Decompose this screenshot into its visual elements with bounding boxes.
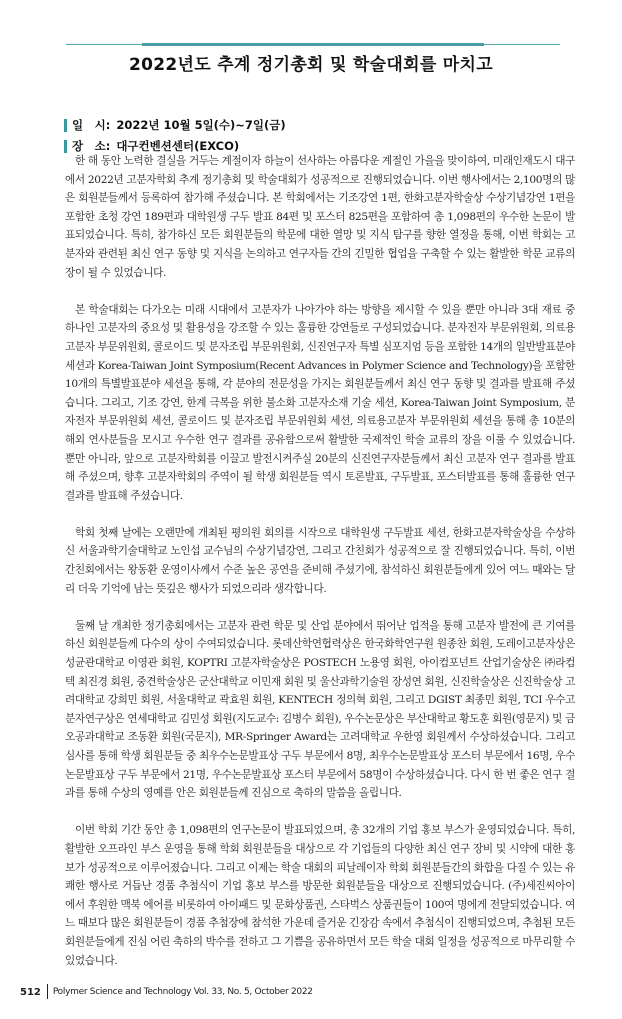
info-venue	[64, 138, 239, 154]
article-body	[65, 152, 575, 970]
paragraph: 한 해 동안 노력한 결실을 거두는 계절이자 하늘이 선사하는 아름다운 계절인 가을을 맞이하여, 미래인재도시 대구에서 2022년 고분자학회 추계 정기총회 및 학술대회가 성공적으로 진행되었습니다. 이번 행사에서는 2,100명의 많은 회원분들께서 등록하여 참가해 주셨습니다. 본 학회에서는 기조강연 1편, 한화고분자학술상 수상기념강연 1편을 포함한 초청 강연 189편과 대학원생 구두 발표 84편 및 포스터 825편을 포함하여 총 1,098편의 우수한 논문이 발표되었습니다. 특히, 참가하신 모든 회원분들의 학문에 대한 열망 및 지식 탐구를 향한 열정을 통해, 이번 학회는 고분자와 관련된 최신 연구 동향 및 지식을 논의하고 연구자들 간의 긴밀한 협업을 구축할 수 있는 활발한 학문 교류의 장이 될 수 있었습니다.	[65, 155, 575, 279]
info-date	[64, 117, 286, 133]
paragraph: 이번 학회 기간 동안 총 1,098편의 연구논문이 발표되었으며, 총 32개의 기업 홍보 부스가 운영되었습니다. 특히, 활발한 오프라인 부스 운영을 통해 학회 회원분들을 대상으로 각 기업들의 다양한 최신 연구 장비 및 시약에 대한 홍보가 성공적으로 이루어졌습니다. 그리고 이제는 학술 대회의 피날레이자 학회 회원분들간의 화합을 다질 수 있는 유쾌한 행사로 거듭난 경품 추첨식이 기업 홍보 부스를 방문한 회원분들을 대상으로 진행되었습니다. (주)세진씨아이에서 후원한 맥북 에어를 비롯하여 아이패드 및 문화상품권, 스타벅스 상품권들이 100여 명에게 전달되었습니다. 여느 때보다 많은 회원분들이 경품 추첨장에 참석한 가운데 즐거운 긴장감 속에서 추첨식이 진행되었으며, 추첨된 모든 회원분들에게 진심 어린 축하의 박수를 전하고 그 기쁨을 공유하면서 모든 학술 대회 일정을 성공적으로 마무리할 수 있었습니다.	[65, 824, 575, 967]
paragraph: 본 학술대회는 다가오는 미래 시대에서 고분자가 나아가야 하는 방향을 제시할 수 있을 뿐만 아니라 3대 재료 중 하나인 고분자의 중요성 및 활용성을 강조할 수 있는 훌륭한 강연들로 구성되었습니다. 분자전자 부문위원회, 의료용고분자 부문위원회, 콜로이드 및 분자조립 부문위원회, 신진연구자 특별 심포지엄 등을 포함한 14개의 일반발표분야 세션과 Korea-Taiwan Joint Symposium(Recent Advances in Polymer Science and Technology)을 포함한 10개의 특별발표분야 세션을 통해, 각 분야의 전문성을 가지는 회원분들께서 최신 연구 동향 및 결과를 발표해 주셨습니다. 그리고, 기조 강연, 한계 극복을 위한 불소화 고분자소재 기술 세션, Korea-Taiwan Joint Symposium, 분자전자 부문위원회 세션, 콜로이드 및 분자조립 부문위원회 세션, 의료용고분자 부문위원회 세션을 통해 총 10분의 해외 연사분들을 모시고 우수한 연구 결과를 공유함으로써 활발한 국제적인 학술 교류의 장을 이룰 수 있었습니다. 뿐만 아니라, 앞으로 고분자학회를 이끌고 발전시켜주실 20분의 신진연구자분들께서 최신 고분자 연구 결과를 발표해 주셨으며, 향후 고분자학회의 주역이 될 학생 회원분들 역시 토론발표, 구두발표, 포스터발표를 통해 훌륭한 연구 결과를 발표해 주셨습니다.	[65, 303, 575, 502]
paragraph: 둘째 날 개최한 정기총회에서는 고분자 관련 학문 및 산업 분야에서 뛰어난 업적을 통해 고분자 발전에 큰 기여를 하신 회원분들께 다수의 상이 수여되었습니다. 롯데산학연협력상은 한국화학연구원 원종찬 회원, 도레이고분자상은 성균관대학교 이영관 회원, KOPTRI 고분자학술상은 POSTECH 노용영 회원, 아이컴포넌트 산업기술상은 ㈜라컴텍 최진경 회원, 중견학술상은 군산대학교 이민재 회원 및 울산과학기술원 장성연 회원, 신진학술상은 신진학술상 고려대학교 강희민 회원, 서울대학교 곽효원 회원, KENTECH 정의혁 회원, 그리고 DGIST 최종민 회원, TCI 우수고분자연구상은 연세대학교 김민성 회원(지도교수: 김병수 회원), 우수논문상은 부산대학교 황도훈 회원(영문지) 및 금오공과대학교 조동환 회원(국문지), MR-Springer Award는 고려대학교 우한영 회원께서 수상하셨습니다. 그리고 심사를 통해 학생 회원분들 중 최우수논문발표상 구두 부문에서 8명, 최우수논문발표상 포스터 부문에서 16명, 우수논문발표상 구두 부문에서 21명, 우수논문발표상 포스터 부문에서 58명이 수상하셨습니다. 다시 한 번 좋은 연구 결과를 통해 수상의 영예를 안은 회원분들께 진심으로 축하의 말씀을 올립니다.	[65, 619, 575, 800]
info-label: 일 시:	[72, 118, 111, 132]
footer-divider	[47, 984, 48, 999]
page-footer	[20, 984, 622, 999]
page-title: 2022년도 추계 정기총회 및 학술대회를 마치고	[129, 55, 493, 75]
info-value: 2022년 10월 5일(수)~7일(금)	[116, 118, 286, 132]
journal-citation: Polymer Science and Technology Vol. 33, No. 5, October 2022	[52, 987, 313, 998]
info-label: 장 소:	[72, 139, 111, 153]
bullet-bar-icon	[64, 140, 67, 153]
page-number: 512	[20, 987, 41, 999]
info-value: 대구컨벤션센터(EXCO)	[116, 139, 240, 153]
paragraph: 학회 첫째 날에는 오랜만에 개최된 평의원 회의를 시작으로 대학원생 구두발표 세션, 한화고분자학술상을 수상하신 서울과학기술대학교 노인섭 교수님의 수상기념강연, 그리고 간친회가 성공적으로 잘 진행되었습니다. 특히, 이번 간친회에서는 왕동환 운영이사께서 수준 높은 공연을 준비해 주셨기에, 참석하신 회원분들에게 있어 여느 때와는 달리 더욱 기억에 남는 뜻깊은 행사가 되었으리라 생각합니다.	[65, 526, 575, 595]
bullet-bar-icon	[64, 119, 67, 132]
header-rule-accent	[142, 43, 484, 46]
